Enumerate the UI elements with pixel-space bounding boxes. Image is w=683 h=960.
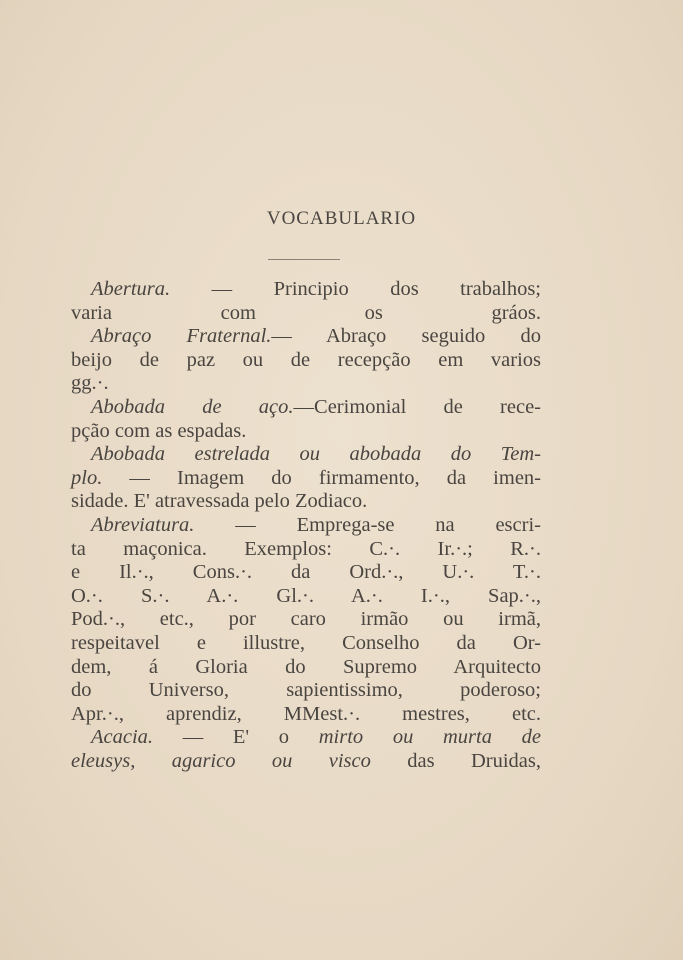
text-line: Acacia. — E' o mirto ou murta de	[91, 726, 541, 749]
text-line: do Universo, sapientissimo, poderoso;	[71, 679, 541, 702]
text-line: Abobada de aço.—Cerimonial de rece-	[91, 395, 541, 418]
page-title: VOCABULARIO	[266, 208, 417, 229]
text-line: plo. — Imagem do firmamento, da imen-	[71, 466, 541, 489]
text-line: Abertura. — Principio dos trabalhos;	[91, 278, 541, 300]
text-line: e Il.·., Cons.·. da Ord.·., U.·. T.·.	[71, 561, 541, 584]
text-line: O.·. S.·. A.·. Gl.·. A.·. I.·., Sap.·.,	[71, 584, 541, 607]
text-line: eleusys, agarico ou visco das Druidas,	[71, 749, 541, 772]
text-line: beijo de paz ou de recepção em varios	[71, 348, 541, 371]
text-line: respeitavel e illustre, Conselho da Or-	[71, 631, 541, 654]
text-line: Abobada estrelada ou abobada do Tem-	[91, 443, 541, 466]
title-divider	[268, 259, 340, 260]
text-line: pção com as espadas.	[71, 419, 247, 442]
text-line: sidade. E' atravessada pelo Zodiaco.	[71, 490, 368, 513]
text-line: gg.·.	[71, 372, 109, 395]
vocabulary-text	[71, 278, 541, 773]
text-line: varia com os gráos.	[71, 301, 541, 324]
text-line: ta maçonica. Exemplos: C.·. Ir.·.; R.·.	[71, 537, 541, 560]
text-line: Pod.·., etc., por caro irmão ou irmã,	[71, 608, 541, 631]
text-line: dem, á Gloria do Supremo Arquitecto	[71, 655, 541, 678]
text-line: Abraço Fraternal.— Abraço seguido do	[91, 325, 541, 348]
text-line: Abreviatura. — Emprega-se na escri-	[91, 513, 541, 536]
text-line: Apr.·., aprendiz, MMest.·. mestres, etc.	[71, 702, 541, 725]
